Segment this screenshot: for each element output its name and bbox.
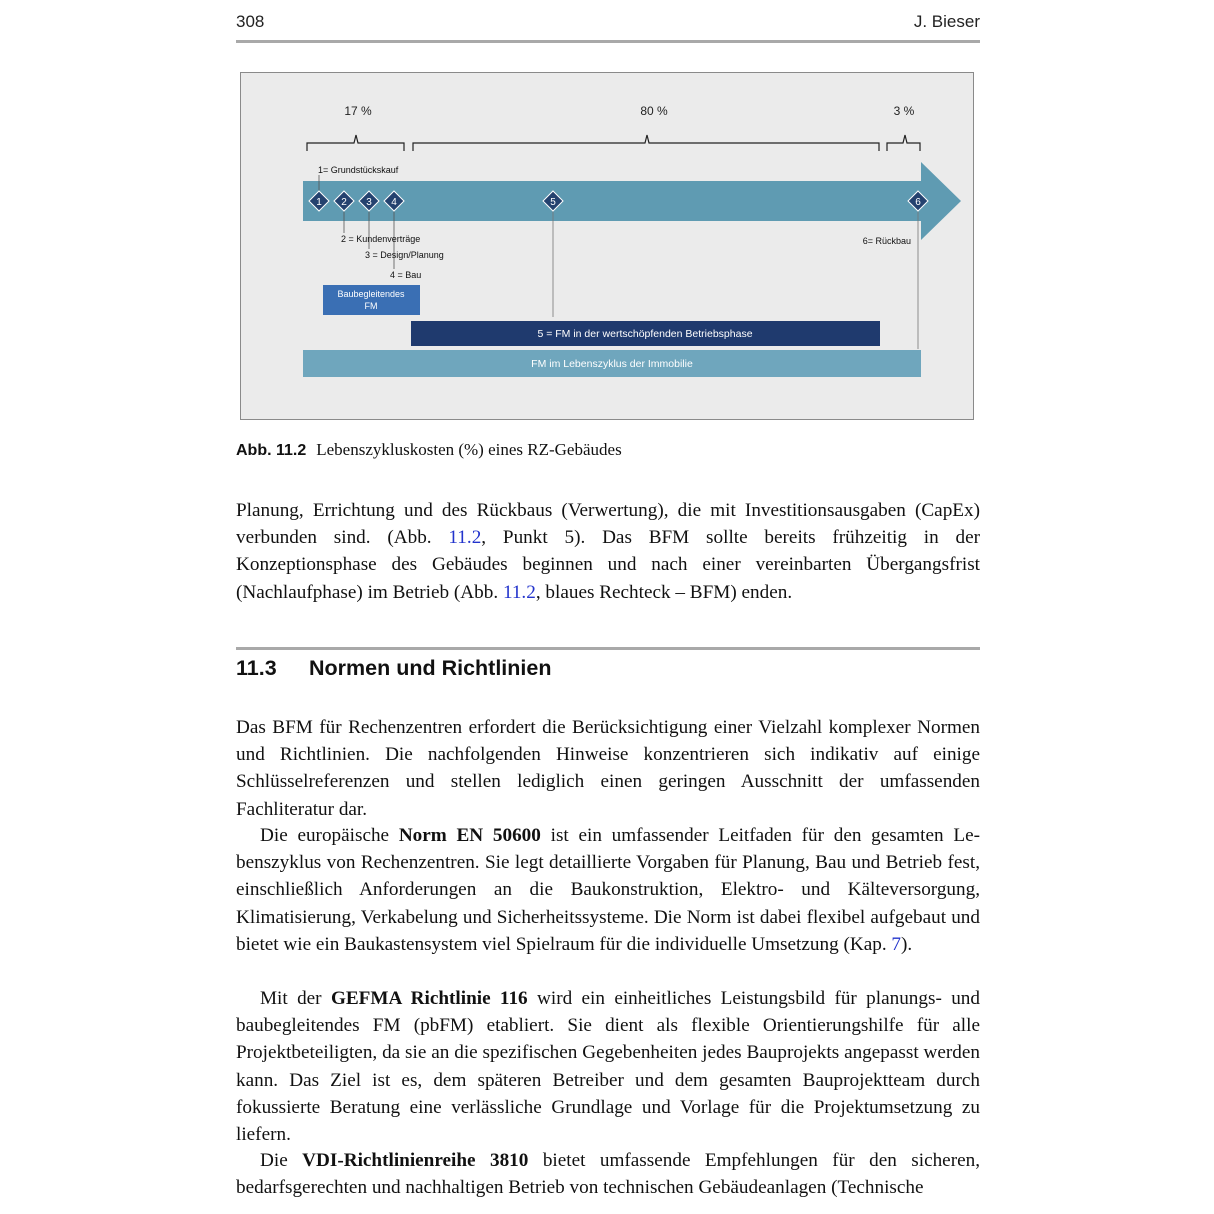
- paragraph-5: Die VDI-Richtlinienreihe 3810 bietet umfassende Empfehlungen für den sicheren, bedarfsgerechten und nachhaltigen Betrieb von technischen Gebäudeanlagen (Technische: [236, 1150, 980, 1199]
- page-header: [236, 10, 980, 42]
- paragraph-3: Die europäische Norm EN 50600 ist ein umfassender Leitfaden für den gesamten Lebenszyklus von Rechenzentren. Sie legt detaillierte Vorgaben für Planung, Bau und Betrieb fest, einschließlich Anforderungen an die Baukonstruktion, Elektro- und Kälteversorgung, Klimatisierung, Verkabelung und Sicherheitssysteme. Die Norm ist dabei flexibel aufgebaut und bietet wie ein Baukastensystem viel Spielraum für die individuelle Umsetzung (Kap. 7).: [236, 825, 980, 955]
- svg-text:4: 4: [391, 197, 397, 208]
- svg-text:2: 2: [341, 197, 347, 208]
- label-grundstueckskauf: 1= Grundstückskauf: [318, 165, 399, 175]
- label-bau: 4 = Bau: [390, 270, 422, 280]
- svg-text:3: 3: [366, 197, 372, 208]
- svg-text:5: 5: [550, 197, 556, 208]
- pct-mid-label: 80 %: [640, 104, 668, 118]
- section-title: Normen und Richtlinien: [309, 656, 552, 680]
- label-rueckbau: 6= Rückbau: [862, 236, 911, 246]
- label-kundenvertraege: 2 = Kundenverträge: [341, 234, 421, 244]
- norm-en-50600: Norm EN 50600: [398, 825, 541, 846]
- bracket-right: [887, 135, 920, 151]
- fm-lifecycle-label: FM im Lebenszyklus der Immobilie: [531, 358, 693, 370]
- pct-right-label: 3 %: [893, 104, 915, 118]
- page-number: 308: [236, 12, 265, 31]
- vdi-3810: VDI-Richtlinienreihe 3810: [302, 1150, 529, 1171]
- lifecycle-figure: [240, 72, 974, 420]
- fm-operation-label: 5 = FM in der wertschöpfenden Betriebsphase: [537, 328, 753, 340]
- svg-text:6: 6: [915, 197, 921, 208]
- bfm-label-line2: FM: [364, 301, 378, 311]
- chapter-ref-link[interactable]: 7: [891, 933, 902, 955]
- section-rule: [236, 647, 980, 650]
- bfm-label-line1: Baubegleitendes: [337, 289, 405, 299]
- pct-left-label: 17 %: [344, 104, 372, 118]
- paragraph-1: Planung, Errichtung und des Rückbaus (Verwertung), die mit Investitionsausgaben (CapEx) verbunden sind. (Abb. 11.2, Punkt 5). Das BFM sollte bereits frühzeitig in der Konzeptionsphase des Gebäudes beginnen und nach einer vereinbarten Übergangsfrist (Nachlaufphase) im Betrieb (Abb. 11.2, blaues Rechteck – BFM) enden.: [236, 500, 980, 603]
- caption-label: Abb. 11.2: [236, 442, 307, 459]
- paragraph-4: Mit der GEFMA Richtlinie 116 wird ein einheitliches Leistungsbild für planungs- und baubegleitendes FM (pbFM) etabliert. Sie dient als flexible Orientierungshilfe für alle Projektbeteiligten, da sie an die spezifischen Gegebenheiten jedes Bauprojekts angepasst werden kann. Das Ziel ist es, dem späteren Betreiber und dem gesamten Bauprojektteam durch fokussierte Beratung eine verlässliche Grundlage und Vorlage für die Projektumsetzung zu liefern.: [236, 988, 980, 1146]
- lifecycle-diagram: [241, 73, 975, 421]
- section-number: 11.3: [236, 656, 277, 680]
- gefma-116: GEFMA Richtlinie 116: [330, 988, 528, 1009]
- label-design-planung: 3 = Design/Planung: [365, 250, 444, 260]
- svg-text:1: 1: [316, 197, 322, 208]
- running-author: J. Bieser: [913, 12, 980, 31]
- figure-caption: [236, 440, 622, 460]
- bracket-mid: [413, 135, 879, 151]
- paragraph-2: Das BFM für Rechenzentren erfordert die Berücksichtigung einer Vielzahl komplexer Normen und Richtlinien. Die nachfolgenden Hinweise konzentrieren sich indikativ auf einige Schlüsselreferenzen und stellen lediglich einen geringen Ausschnitt der umfassenden Fachliteratur dar.: [236, 717, 980, 820]
- caption-text: Lebenszykluskosten (%) eines RZ-Gebäudes: [316, 440, 622, 459]
- figure-ref-link[interactable]: 11.2: [448, 527, 482, 549]
- figure-ref-link[interactable]: 11.2: [502, 581, 536, 603]
- section-heading: [236, 656, 551, 681]
- bracket-left: [307, 135, 404, 151]
- header-rule: [236, 40, 980, 43]
